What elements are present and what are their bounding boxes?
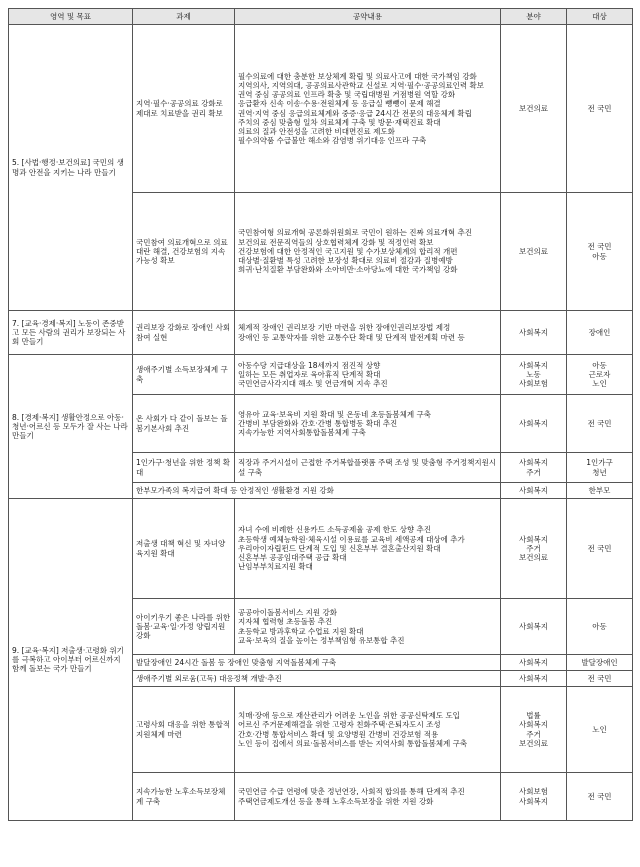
content-line: 의료의 질과 안전성을 고려한 비대면진료 제도화 [238,126,395,136]
content-line: 장애인 등 교통약자를 위한 교통수단 확대 및 단계적 발전계획 마련 등 [238,332,465,342]
content-cell [235,193,501,311]
target-value: 한부모 [588,485,611,495]
area-cell: 9. [교육·복지] 저출생·고령화 위기를 극복하고 아이부터 어르신까지 함께 돌보는 국가 만들기 [9,499,133,821]
content-line: 대상별·질환별 특성 고려한 보장성 확대로 의료비 절감과 질병예방 [238,256,453,266]
content-line: 우리아이자립펀드 단계적 도입 및 신혼부부 결혼출산지원 확대 [238,543,441,553]
field-value: 보건의료 [519,738,548,748]
target-value: 전 국민 [587,791,612,801]
target-value: 장애인 [588,327,611,337]
content-line: 지역의사, 지역의대, 공공의료사관학교 신설로 지역·필수·공공의료인력 확보 [238,80,485,90]
field-cell [501,483,567,499]
field-value: 사회복지 [519,720,548,730]
content-cell [235,311,501,355]
target-value: 전 국민 [587,673,612,683]
task-cell: 온 사회가 다 같이 돌보는 돌봄기본사회 추진 [133,395,235,453]
task-cell: 지속가능한 노후소득보장체계 구축 [133,773,235,821]
task-cell: 지역·필수·공공의료 강화로 제대로 치료받을 권리 확보 [133,25,235,193]
task-cell: 생애주기별 소득보장체계 구축 [133,355,235,395]
content-line: 영유아 교육·보육비 지원 확대 및 온동네 초등돌봄체계 구축 [238,409,431,419]
field-value: 사회보험 [519,379,548,389]
field-value: 주거 [526,543,541,553]
target-cell [567,671,633,687]
field-cell: 사회복지 [501,311,567,355]
content-cell [235,355,501,395]
target-cell [567,687,633,773]
field-cell [501,355,567,395]
target-cell [567,499,633,599]
content-line: 신혼부부 공공임대주택 공급 확대 [238,553,347,563]
content-line: 주치의 중심 맞춤형 일차 의료체계 구축 및 방문·재택진료 확대 [238,117,441,127]
field-value: 주거 [526,729,541,739]
content-line: 일하는 모든 취업자로 육아휴직 단계적 확대 [238,369,381,379]
content-line: 지속가능한 지역사회통합돌봄체계 구축 [238,428,366,438]
field-value: 사회복지 [519,418,548,428]
target-cell [567,483,633,499]
table-header-row [9,9,633,25]
content-line: 국민연금 수급 연령에 맞춘 정년연장, 사회적 합의를 통해 단계적 추진 [238,787,465,797]
pledge-table [8,8,633,821]
target-value: 전 국민 [587,543,612,553]
content-line: 국민참여형 의료개혁 공론화위원회로 국민이 원하는 진짜 의료개혁 추진 [238,228,473,238]
field-value: 사회복지 [519,534,548,544]
content-line: 간병비 부담완화와 간호·간병 통합병동 확대 추진 [238,418,398,428]
field-value: 사회복지 [519,458,548,468]
content-cell [235,773,501,821]
field-value: 사회보험 [519,787,548,797]
content-cell [235,599,501,655]
header-area: 영역 및 목표 [9,9,133,25]
content-line: 권역 중심 공공의료 인프라 확충 및 국립대병원 거점병원 역할 강화 [238,90,456,100]
target-value: 전 국민 [587,242,612,252]
task-cell: 저출생 대책 혁신 및 자녀양육지원 확대 [133,499,235,599]
content-line: 노인 등이 집에서 의료·돌봄서비스를 받는 지역사회 통합돌봄체계 구축 [238,738,468,748]
area-cell: 8. [경제·복지] 생활안정으로 아동·청년·어르신 등 모두가 잘 사는 나라 만들기 [9,355,133,499]
field-value: 주거 [526,467,541,477]
target-cell [567,355,633,395]
content-line: 치매·장애 등으로 재산관리가 어려운 노인을 위한 공공신탁제도 도입 [238,711,460,721]
task-cell: 아이키우기 좋은 나라를 위한 돌봄·교육·일·가정 양립지원 강화 [133,599,235,655]
target-value: 아동 [592,360,607,370]
content-line: 필수의약품 수급불안 해소와 감염병 위기대응 인프라 구축 [238,136,427,146]
target-value: 1인가구 [586,458,613,468]
task-cell: 1인가구·청년을 위한 정책 확대 [133,453,235,483]
content-line: 주택연금제도개선 등을 통해 노후소득보장을 위한 지원 강화 [238,796,434,806]
area-cell: 7. [교육·경제·복지] 노동이 존중받고 모든 사람의 권리가 보장되는 사회 만들기 [9,311,133,355]
field-value: 법률 [526,711,541,721]
field-cell [501,687,567,773]
field-cell [501,773,567,821]
content-line: 간호·간병 통합서비스 확대 및 요양병원 간병비 건강보험 적용 [238,729,439,739]
target-value: 아동 [592,621,607,631]
field-value: 사회복지 [519,673,548,683]
target-value: 전 국민 [587,418,612,428]
field-cell [501,655,567,671]
content-line: 보건의료 전문직역들의 상호협력체계 강화 및 적정인력 확보 [238,237,434,247]
header-task: 과제 [133,9,235,25]
content-line: 희귀·난치질환 부담완화와 소아비만·소아당뇨에 대한 국가책임 강화 [238,265,458,275]
content-line: 난임부부치료지원 확대 [238,562,313,572]
field-cell: 보건의료 [501,193,567,311]
content-cell [235,453,501,483]
target-cell [567,193,633,311]
content-line: 권역·지역 중심 응급의료체계와 중증·응급 24시간 전문의 대응체계 확립 [238,108,472,118]
content-cell [235,25,501,193]
content-line: 지자체 협력형 초등돌봄 추진 [238,617,333,627]
content-line: 초등학생 예체능학원·체육시설 이용료를 교육비 세액공제 대상에 추가 [238,534,465,544]
content-line: 체계적 장애인 권리보장 기반 마련을 위한 장애인권리보장법 제정 [238,323,451,333]
content-line: 자녀 수에 비례한 신용카드 소득공제율 공제 한도 상향 추진 [238,525,431,535]
header-content: 공약내용 [235,9,501,25]
area-cell: 5. [사법·행정·보건의료] 국민의 생명과 안전을 지키는 나라 만들기 [9,25,133,311]
task-span-cell: 한부모가족의 복지급여 확대 등 안정적인 생활환경 지원 강화 [133,483,501,499]
field-value: 노동 [526,369,541,379]
target-value: 노인 [592,379,607,389]
target-value: 전 국민 [587,103,612,113]
field-value: 사회복지 [519,485,548,495]
content-line: 어르신 주거문제해결을 위한 고령자 친화주택·은퇴자도시 조성 [238,720,441,730]
content-line: 국민연금사각지대 해소 및 연금개혁 지속 추진 [238,379,388,389]
target-cell [567,311,633,355]
task-cell: 국민참여 의료개혁으로 의료대란 해결, 건강보험의 지속가능성 확보 [133,193,235,311]
content-line: 직장과 주거시설이 근접한 주거복합플랫폼 주택 조성 및 맞춤형 주거정책지원시설 구축 [238,458,497,477]
target-cell [567,655,633,671]
table-row [9,311,633,355]
content-line: 초등학교 방과후학교 수업료 지원 확대 [238,626,364,636]
target-cell [567,453,633,483]
content-line: 필수의료에 대한 충분한 보상체계 확립 및 의료사고에 대한 국가책임 강화 [238,71,477,81]
task-cell: 권리보장 강화로 장애인 사회참여 실현 [133,311,235,355]
field-value: 사회복지 [519,796,548,806]
field-cell [501,395,567,453]
table-row [9,25,633,193]
field-value: 사회복지 [519,621,548,631]
content-cell [235,395,501,453]
content-line: 건강보험에 대한 안정적인 국고지원 및 수가보상체계의 합리적 개편 [238,246,458,256]
table-row [9,355,633,395]
content-cell [235,687,501,773]
content-line: 교육·보육의 질을 높이는 정부책임형 유보통합 추진 [238,635,405,645]
header-target: 대상 [567,9,633,25]
field-cell: 보건의료 [501,25,567,193]
content-cell [235,499,501,599]
field-value: 사회복지 [519,657,548,667]
field-cell [501,453,567,483]
field-value: 사회복지 [519,360,548,370]
header-field: 분야 [501,9,567,25]
task-cell: 고령사회 대응을 위한 통합적 지원체계 마련 [133,687,235,773]
target-value: 발달장애인 [581,657,618,667]
field-cell [501,671,567,687]
field-value: 보건의료 [519,553,548,563]
target-value: 근로자 [588,369,611,379]
task-span-cell: 발달장애인 24시간 돌봄 등 장애인 맞춤형 지역돌봄체계 구축 [133,655,501,671]
document-page [8,8,632,821]
target-cell [567,25,633,193]
target-cell [567,599,633,655]
target-cell [567,773,633,821]
field-cell [501,499,567,599]
table-row [9,499,633,599]
task-span-cell: 생애주기별 외로움(고독) 대응정책 개발·추진 [133,671,501,687]
target-value: 노인 [592,724,607,734]
target-cell [567,395,633,453]
target-value: 아동 [592,251,607,261]
target-value: 청년 [592,467,607,477]
content-line: 공공아이돌봄서비스 지원 강화 [238,608,337,618]
field-cell [501,599,567,655]
content-line: 응급환자 신속 이송·수용·전원체계 등 응급실 뺑뺑이 문제 해결 [238,99,441,109]
content-line: 아동수당 지급대상을 18세까지 점진적 상향 [238,360,381,370]
